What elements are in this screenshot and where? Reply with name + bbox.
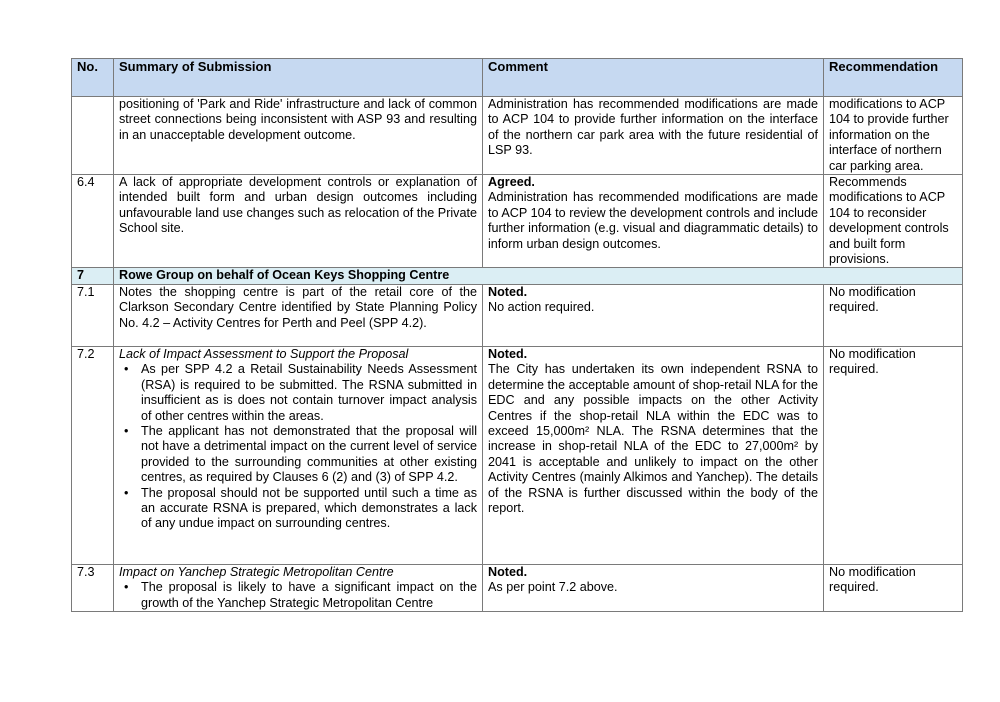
- table-row: [72, 346, 963, 564]
- table-header-row: [72, 59, 963, 97]
- table-row: [72, 564, 963, 611]
- comment-status: Agreed.: [488, 175, 535, 190]
- cell-summary: A lack of appropriate development controls or explanation of intended built form and urban design outcomes including unfavourable land use changes such as relocation of the Private School site.: [114, 175, 483, 268]
- cell-no: 6.4: [72, 175, 114, 268]
- cell-recommendation: Recommends modifications to ACP 104 to reconsider development controls and built form provisions.: [824, 175, 963, 268]
- cell-comment: [483, 346, 824, 564]
- cell-recommendation: No modification required.: [824, 564, 963, 611]
- cell-comment: [483, 97, 824, 175]
- section-row: [72, 268, 963, 284]
- submissions-table: [71, 58, 963, 612]
- cell-recommendation: No modification required.: [824, 284, 963, 346]
- summary-bullet: • The proposal is likely to have a significant impact on the growth of the Yanchep Strategic Metropolitan Centre: [141, 580, 477, 611]
- section-number: 7: [72, 268, 114, 284]
- cell-no: 7.2: [72, 346, 114, 564]
- table-row: [72, 284, 963, 346]
- table-row: [72, 175, 963, 268]
- header-summary: Summary of Submission: [114, 59, 483, 97]
- cell-no: 7.3: [72, 564, 114, 611]
- cell-comment: [483, 284, 824, 346]
- cell-no: [72, 97, 114, 175]
- cell-summary: [114, 564, 483, 611]
- comment-status: Noted.: [488, 284, 528, 299]
- cell-no: 7.1: [72, 284, 114, 346]
- summary-bullet: • As per SPP 4.2 a Retail Sustainability Needs Assessment (RSA) is required to be submitted. The RSNA submitted in insufficient as is does not contain turnover impact analysis of other centres within the areas.: [141, 362, 477, 424]
- section-title: Rowe Group on behalf of Ocean Keys Shopping Centre: [114, 268, 963, 284]
- comment-status: Noted.: [488, 564, 528, 579]
- header-comment: Comment: [483, 59, 824, 97]
- comment-text: The City has undertaken its own independent RSNA to determine the acceptable amount of shop-retail NLA for the EDC and any possible impacts on the other Activity Centres if the shop-retail NLA within the EDC was to exceed 15,000m² NLA. The RSNA determines that the increase in shop-retail NLA of the EDC to 27,000m² by 2041 is acceptable and unlikely to impact on the other Activity Centres (mainly Alkimos and Yanchep). The details of the RSNA is further discussed within the body of the report.: [488, 362, 818, 515]
- summary-bullet: • The applicant has not demonstrated that the proposal will not have a detrimental impact on the current level of service provided to the surrounding communities at other existing centres, as required by Clauses 6 (2) and (3) of SPP 4.2.: [141, 424, 477, 486]
- comment-text: No action required.: [488, 300, 595, 315]
- comment-status: Noted.: [488, 346, 528, 361]
- header-recommendation: Recommendation: [824, 59, 963, 97]
- summary-bullet-list: [119, 580, 477, 611]
- summary-title: Lack of Impact Assessment to Support the Proposal: [119, 346, 409, 361]
- cell-comment: [483, 564, 824, 611]
- summary-bullet-list: [119, 362, 477, 531]
- comment-text: Administration has recommended modifications are made to ACP 104 to review the development controls and include further information (e.g. visual and diagrammatic details) to inform urban design outcomes.: [488, 190, 818, 251]
- cell-recommendation: No modification required.: [824, 346, 963, 564]
- cell-summary: [114, 346, 483, 564]
- comment-text: Administration has recommended modifications are made to ACP 104 to provide further information on the interface of the northern car park area with the future residential of LSP 93.: [488, 97, 818, 158]
- cell-summary: positioning of 'Park and Ride' infrastructure and lack of common street connections being inconsistent with ASP 93 and resulting in an unacceptable development outcome.: [114, 97, 483, 175]
- summary-bullet: • The proposal should not be supported until such a time as an accurate RSNA is prepared, which demonstrates a lack of any undue impact on surrounding centres.: [141, 486, 477, 532]
- cell-recommendation: modifications to ACP 104 to provide further information on the interface of northern car parking area.: [824, 97, 963, 175]
- comment-text: As per point 7.2 above.: [488, 580, 618, 595]
- table-row: [72, 97, 963, 175]
- summary-title: Impact on Yanchep Strategic Metropolitan Centre: [119, 564, 394, 579]
- header-no: No.: [72, 59, 114, 97]
- cell-summary: Notes the shopping centre is part of the retail core of the Clarkson Secondary Centre identified by State Planning Policy No. 4.2 – Activity Centres for Perth and Peel (SPP 4.2).: [114, 284, 483, 346]
- cell-comment: [483, 175, 824, 268]
